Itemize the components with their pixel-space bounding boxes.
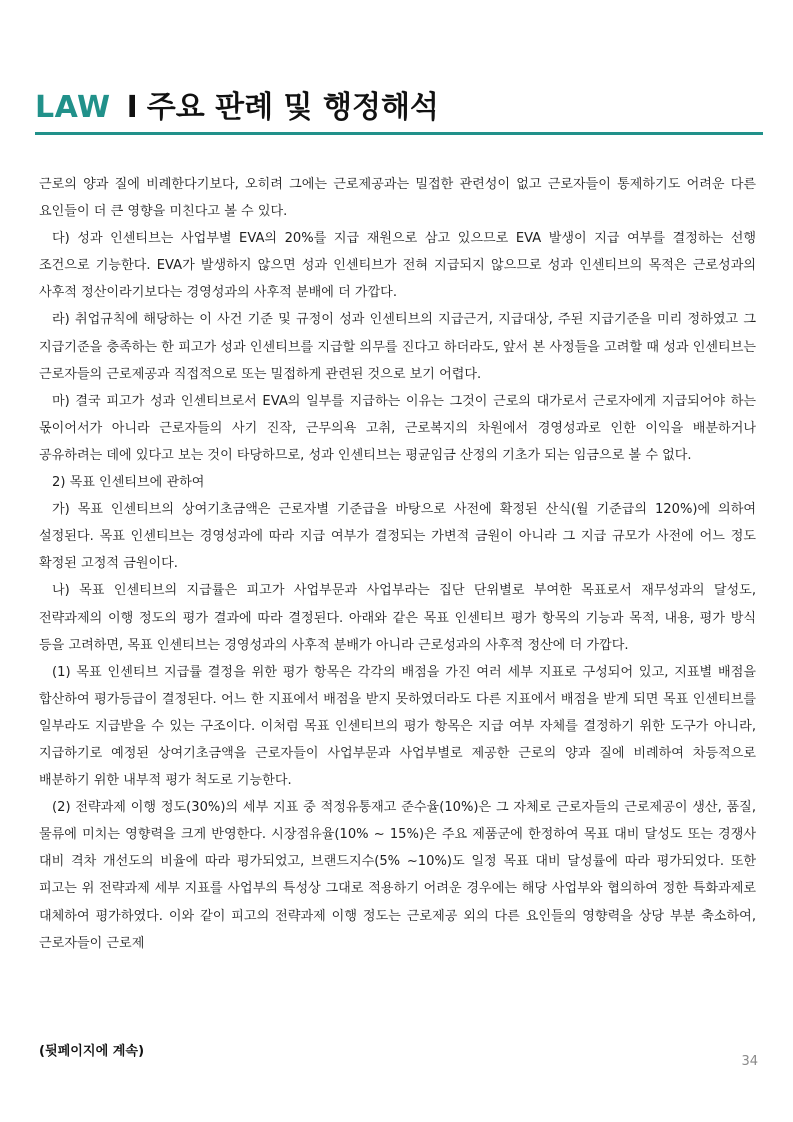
section-topic: 주요 판례 및 행정해석 <box>146 90 439 125</box>
paragraph-da: 다) 성과 인센티브는 사업부별 EVA의 20%를 지급 재원으로 삼고 있으므로 EVA 발생이 지급 여부를 결정하는 선행 조건으로 기능한다. EVA가 발생하지 않으면 성과 인센티브가 전혀 지급되지 않으므로 성과 인센티브의 목적은 근로성과의 사후적 정산이라기보다는 경영성과의 사후적 분배에 더 가깝다. <box>39 231 756 301</box>
paragraph-continuation: 근로의 양과 질에 비례한다기보다, 오히려 그에는 근로제공과는 밀접한 관련성이 없고 근로자들이 통제하기도 어려운 다른 요인들이 더 큰 영향을 미친다고 볼 수 있다. <box>39 177 756 220</box>
page-header <box>35 86 763 136</box>
paragraph-item-2: (2) 전략과제 이행 정도(30%)의 세부 지표 중 적정유통재고 준수율(10%)은 그 자체로 근로자들의 근로제공이 생산, 품질, 물류에 미치는 영향력을 크게 반영한다. 시장점유율(10% ~ 15%)은 주요 제품군에 한정하여 목표 대비 달성도 또는 경쟁사 대비 격차 개선도의 비율에 따라 평가되었고, 브랜드지수(5% ~10%)도 일정 목표 대비 달성률에 따라 평가되었다. 또한 피고는 위 전략과제 세부 지표를 사업부의 특성상 그대로 적용하기 어려운 경우에는 해당 사업부와 협의하여 정한 특화과제로 대체하여 평가하였다. 이와 같이 피고의 전략과제 이행 정도는 근로제공 외의 다른 요인들의 영향력을 상당 부분 축소하여, 근로자들이 근로제 <box>39 800 756 951</box>
paragraph-ma: 마) 결국 피고가 성과 인센티브로서 EVA의 일부를 지급하는 이유는 그것이 근로의 대가로서 근로자에게 지급되어야 하는 몫이어서가 아니라 근로자들의 사기 진작, 근무의욕 고취, 근로복지의 차원에서 경영성과로 인한 이익을 배분하거나 공유하려는 데에 있다고 보는 것이 타당하므로, 성과 인센티브는 평균임금 산정의 기초가 되는 임금으로 볼 수 없다. <box>39 393 756 463</box>
section-title <box>35 88 439 128</box>
header-divider <box>35 132 763 135</box>
page-number: 34 <box>741 1054 758 1069</box>
continued-note: (뒷페이지에 계속) <box>39 1044 145 1059</box>
paragraph-na: 나) 목표 인센티브의 지급률은 피고가 사업부문과 사업부라는 집단 단위별로 부여한 목표로서 재무성과의 달성도, 전략과제의 이행 정도의 평가 결과에 따라 결정된다. 아래와 같은 목표 인센티브 평가 항목의 기능과 목적, 내용, 평가 방식 등을 고려하면, 목표 인센티브는 경영성과의 사후적 분배가 아니라 근로성과의 사후적 정산에 더 가깝다. <box>39 583 756 653</box>
document-body <box>39 171 756 957</box>
paragraph-ra: 라) 취업규칙에 해당하는 이 사건 기준 및 규정이 성과 인센티브의 지급근거, 지급대상, 주된 지급기준을 미리 정하였고 그 지급기준을 충족하는 한 피고가 성과 인센티브를 지급할 의무를 진다고 하더라도, 앞서 본 사정들을 고려할 때 성과 인센티브는 근로자들의 근로제공과 직접적으로 또는 밀접하게 관련된 것으로 보기 어렵다. <box>39 312 756 382</box>
subsection-heading-target-incentive: 2) 목표 인센티브에 관하여 <box>52 475 205 491</box>
paragraph-item-1: (1) 목표 인센티브 지급률 결정을 위한 평가 항목은 각각의 배점을 가진 여러 세부 지표로 구성되어 있고, 지표별 배점을 합산하여 평가등급이 결정된다. 어느 한 지표에서 배점을 받지 못하였더라도 다른 지표에서 배점을 받게 되면 목표 인센티브를 일부라도 지급받을 수 있는 구조이다. 이처럼 목표 인센티브의 평가 항목은 지급 여부 자체를 결정하기 위한 도구가 아니라, 지급하기로 예정된 상여기초금액을 근로자들이 사업부문과 사업부별로 제공한 근로의 양과 질에 비례하여 차등적으로 배분하기 위한 내부적 평가 척도로 기능한다. <box>39 664 756 789</box>
section-label: LAW <box>35 90 111 125</box>
title-separator: I <box>126 90 138 125</box>
paragraph-ga: 가) 목표 인센티브의 상여기초금액은 근로자별 기준급을 바탕으로 사전에 확정된 산식(월 기준급의 120%)에 의하여 설정된다. 목표 인센티브는 경영성과에 따라 지급 여부가 결정되는 가변적 금원이 아니라 그 지급 규모가 사전에 어느 정도 확정된 고정적 금원이다. <box>39 502 756 572</box>
